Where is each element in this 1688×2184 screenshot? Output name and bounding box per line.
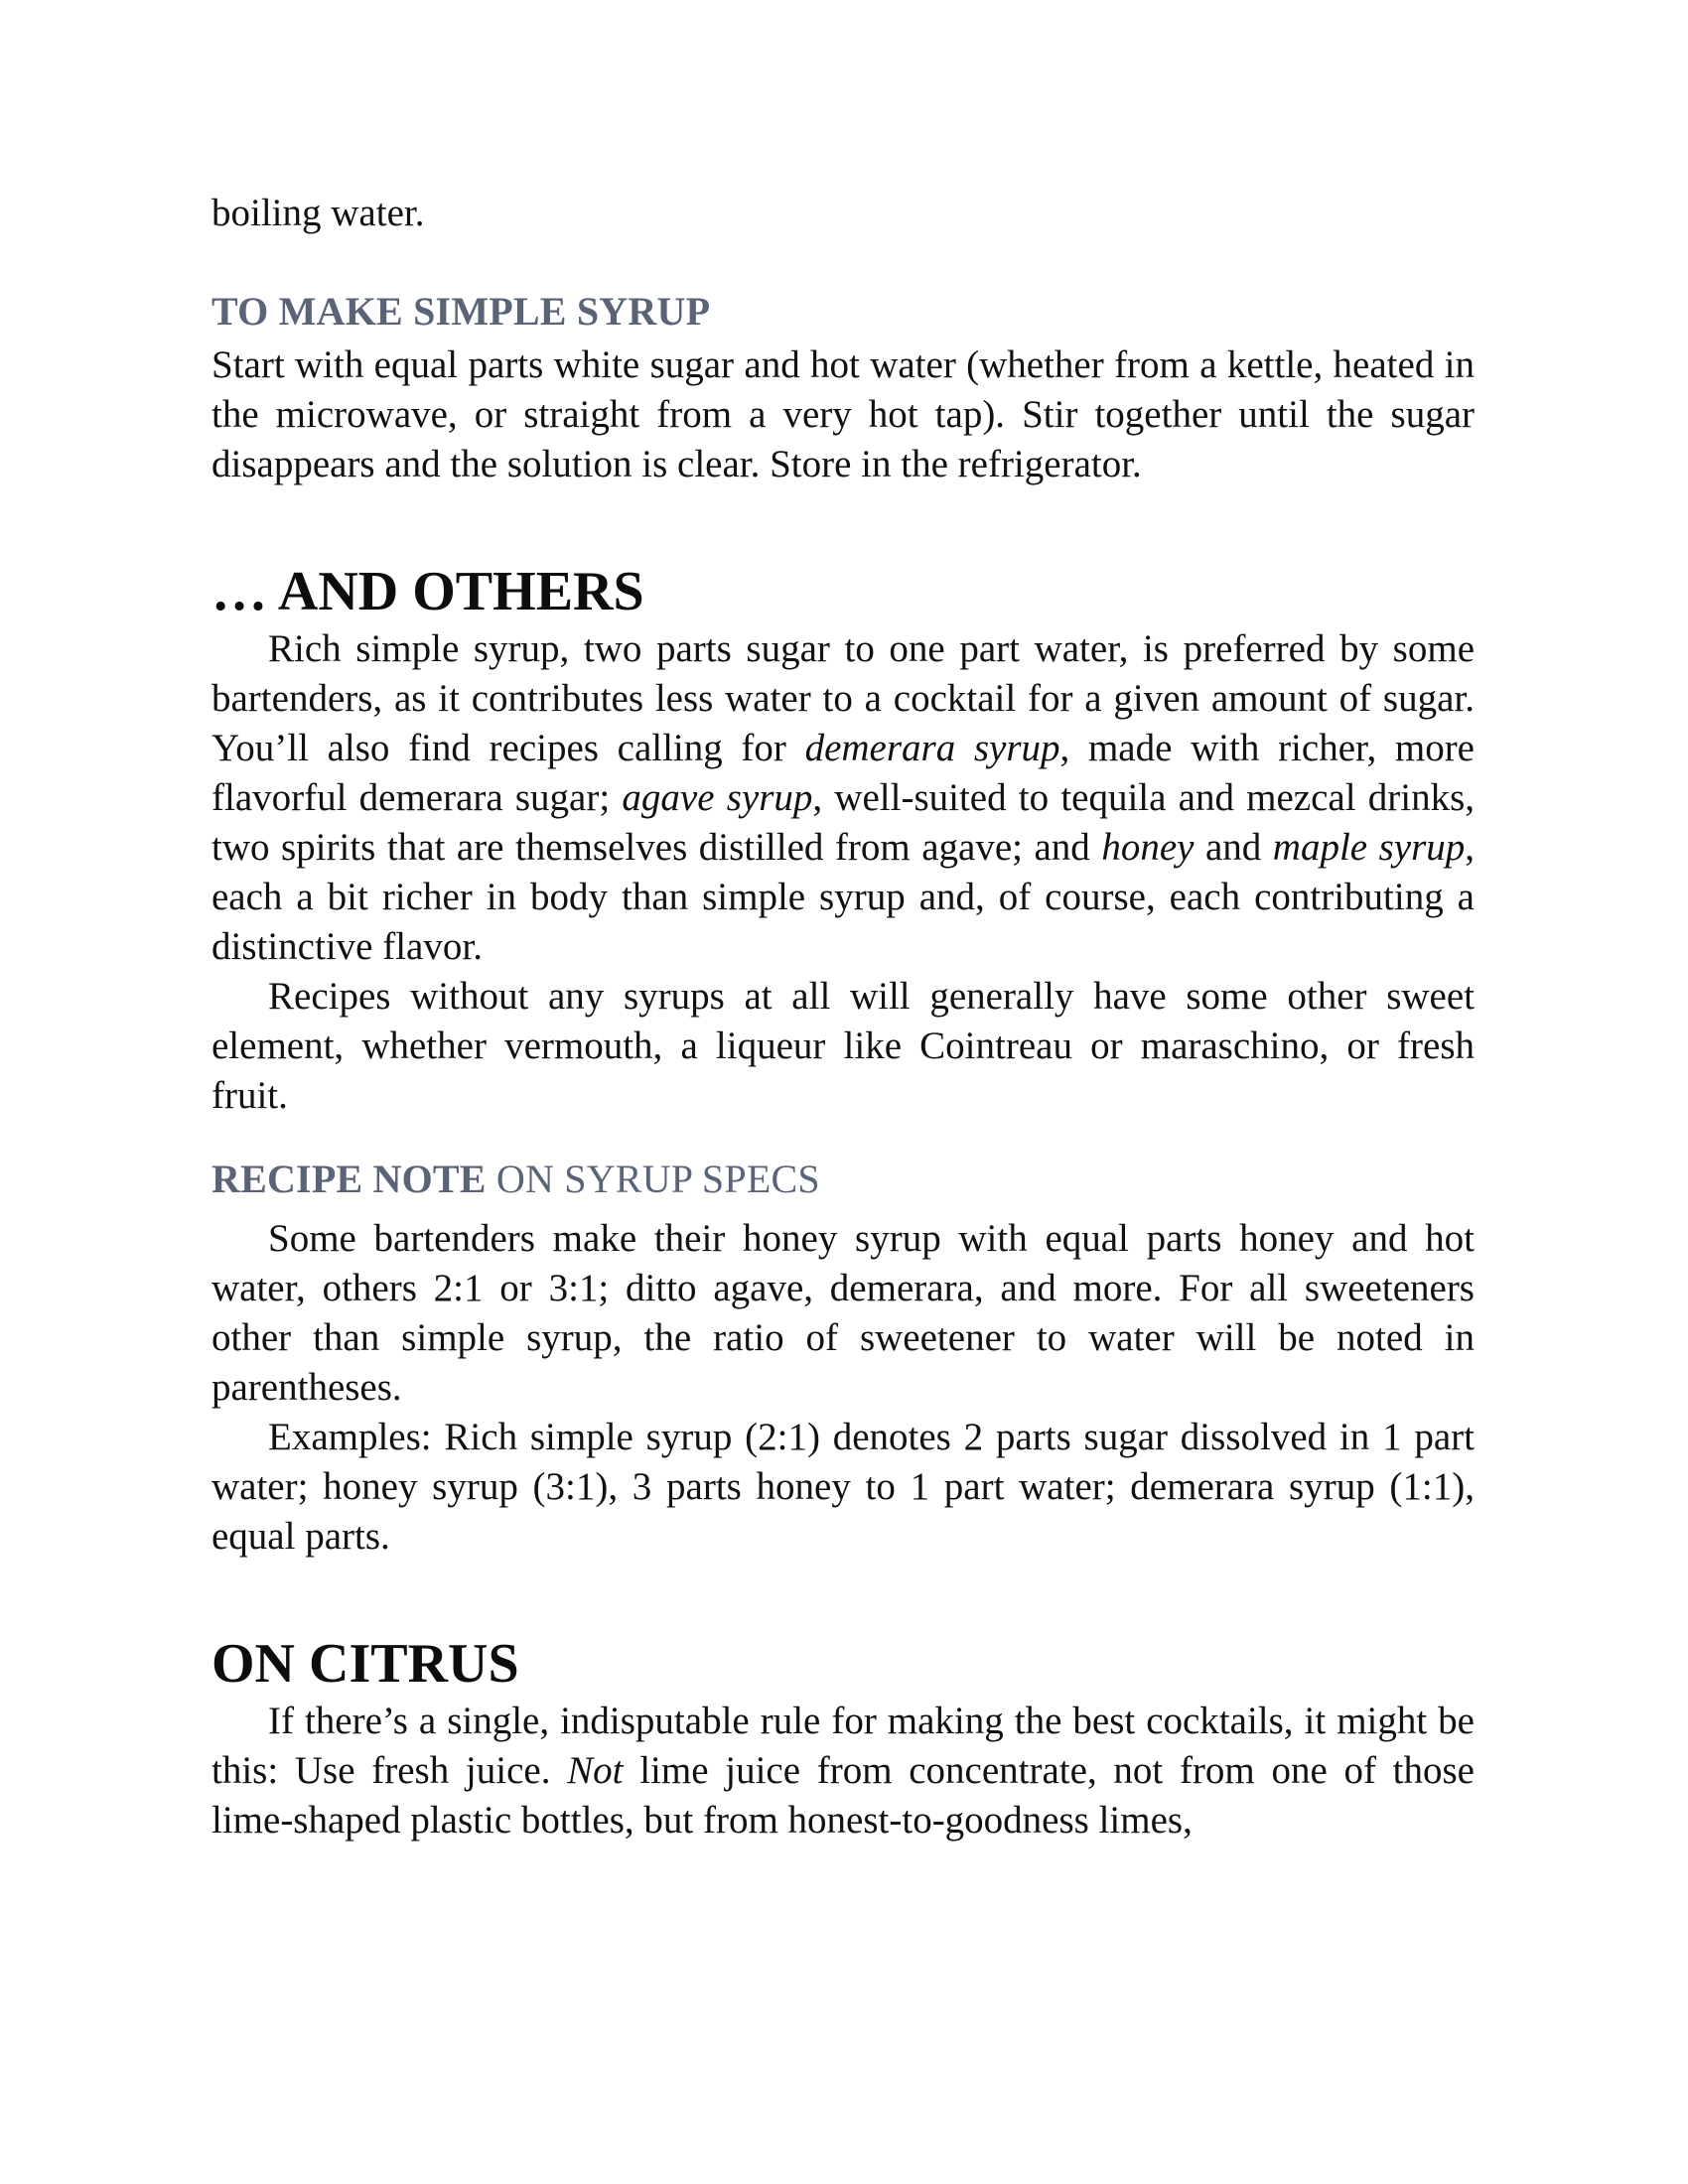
term-honey: honey xyxy=(1101,826,1195,869)
and-others-paragraph-1 xyxy=(211,624,1475,972)
on-citrus-paragraph-1 xyxy=(211,1697,1475,1845)
recipe-note-heading-light: ON SYRUP SPECS xyxy=(486,1157,820,1201)
recipe-note-paragraph-1: Some bartenders make their honey syrup with equal parts honey and hot water, others 2:1 or 3:1; ditto agave, demerara, and more. For all sweeteners other than simple syrup, the ratio of sweetener to water will be noted in parentheses. xyxy=(211,1217,1475,1409)
text-run: , each a bit richer in body than simple syrup and, of course, each contributing a distinctive flavor. xyxy=(211,826,1476,968)
text-run: and xyxy=(1194,826,1273,869)
simple-syrup-heading: TO MAKE SIMPLE SYRUP xyxy=(211,289,711,334)
recipe-note-heading xyxy=(211,1155,1475,1204)
term-maple-syrup: maple syrup xyxy=(1272,826,1466,869)
text-run: , made with richer, more flavorful demerara sugar; xyxy=(211,727,1475,819)
page-content xyxy=(211,189,1475,1845)
and-others-title: … AND OTHERS xyxy=(211,561,644,622)
and-others-paragraph-2: Recipes without any syrups at all will generally have some other sweet element, whether vermouth, a liqueur like Cointreau or maraschino, or fresh fruit. xyxy=(211,975,1475,1117)
text-run: , well-suited to tequila and mezcal drinks, two spirits that are themselves distilled from agave; and xyxy=(211,776,1475,869)
term-agave-syrup: agave syrup xyxy=(622,776,813,819)
text-run: Rich simple syrup, two parts sugar to one part water, is preferred by some bartenders, as it contributes less water to a cocktail for a given amount of sugar. You’ll also find recipes calling for xyxy=(211,627,1475,769)
text-run: lime juice from concentrate, not from one of those lime-shaped plastic bottles, but from honest-to-goodness limes, xyxy=(211,1749,1475,1842)
recipe-note-heading-bold: RECIPE NOTE xyxy=(211,1157,487,1201)
recipe-note-paragraph-2: Examples: Rich simple syrup (2:1) denotes 2 parts sugar dissolved in 1 part water; honey syrup (3:1), 3 parts honey to 1 part water; demerara syrup (1:1), equal parts. xyxy=(211,1416,1475,1558)
term-demerara-syrup: demerara syrup xyxy=(804,727,1060,769)
top-fragment: boiling water. xyxy=(211,192,425,234)
text-run: If there’s a single, indisputable rule for making the best cocktails, it might be this: Use fresh juice. xyxy=(211,1700,1475,1792)
on-citrus-title: ON CITRUS xyxy=(211,1633,519,1695)
simple-syrup-body: Start with equal parts white sugar and hot water (whether from a kettle, heated in the microwave, or straight from a very hot tap). Stir together until the sugar disappears and the solution is clear. Store in the refrigerator. xyxy=(211,343,1475,485)
emphasis-not: Not xyxy=(567,1749,624,1792)
